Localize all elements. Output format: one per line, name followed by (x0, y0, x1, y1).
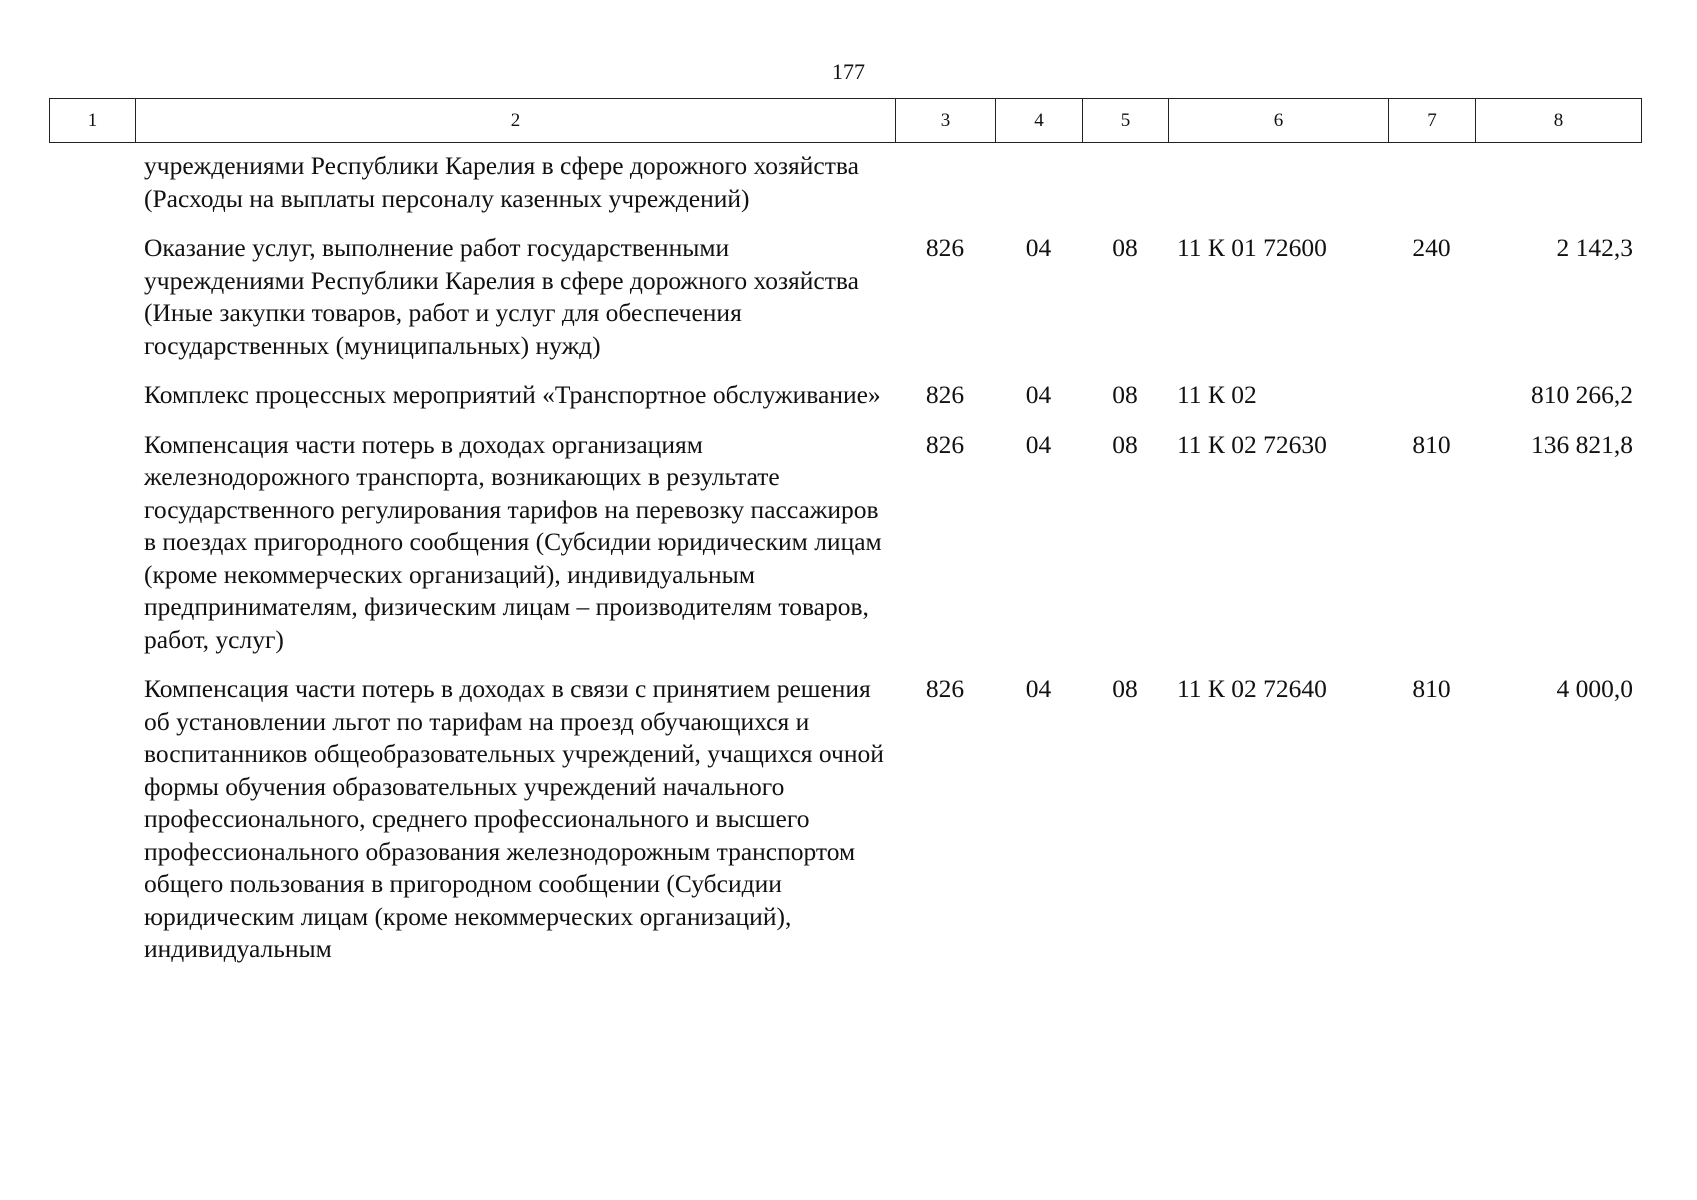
amount-cell: 136 821,8 (1531, 429, 1633, 459)
row-number-cell (49, 150, 135, 232)
section-code-cell: 04 (1025, 380, 1052, 409)
expense-type-cell: 240 (1412, 233, 1451, 262)
column-header-6: 6 (1169, 99, 1389, 143)
column-header-row (50, 99, 1642, 143)
amount-cell: 2 142,3 (1556, 233, 1633, 262)
target-article-cell: 11 К 01 72600 (1177, 233, 1327, 262)
expense-type-cell: 810 (1412, 674, 1451, 703)
column-header-2: 2 (136, 99, 896, 143)
expense-type-cell (1388, 379, 1475, 429)
description-cell: учреждениями Республики Карелия в сфере дорожного хозяйства (Расходы на выплаты персоналу казенных учреждений) (144, 151, 859, 213)
subsection-code-cell: 08 (1112, 233, 1138, 262)
page-number: 177 (832, 59, 865, 84)
description-cell: Оказание услуг, выполнение работ государственными учреждениями Республики Карелия в сфере дорожного хозяйства (Иные закупки товаров, работ и услуг для обеспечения государственных (муниципальных) нужд) (144, 233, 859, 360)
section-code-cell: 04 (1025, 429, 1052, 459)
ministry-code-cell (895, 150, 995, 232)
target-article-cell: 11 К 02 72630 (1177, 429, 1327, 459)
table-row (49, 379, 1641, 429)
description-cell: Компенсация части потерь в доходах в связи с принятием решения об установлении льгот по тарифам на проезд обучающихся и воспитанников общеобразовательных учреждений, учащихся очной формы обучения образовательных учреждений начального профессионального, среднего профессионального и высшего профессионального образования железнодорожным транспортом общего пользования в пригородном сообщении (Субсидии юридическим лицам (кроме некоммерческих организаций), индивидуальным (144, 674, 884, 963)
ministry-code-cell: 826 (925, 233, 965, 262)
row-number-cell (49, 673, 135, 983)
column-header-5: 5 (1083, 99, 1169, 143)
subsection-code-cell: 08 (1112, 674, 1138, 703)
budget-table-body (49, 150, 1641, 983)
subsection-code-cell (1082, 150, 1168, 232)
table-row (49, 673, 1641, 983)
row-number-cell (49, 379, 135, 429)
amount-cell (1475, 150, 1641, 232)
expense-type-cell (1388, 150, 1475, 232)
row-number-cell (49, 429, 135, 674)
column-header-4: 4 (996, 99, 1083, 143)
amount-cell: 4 000,0 (1556, 674, 1633, 703)
section-code-cell: 04 (1025, 674, 1052, 703)
description-cell: Комплекс процессных мероприятий «Транспортное обслуживание» (144, 380, 881, 409)
description-cell: Компенсация части потерь в доходах организациям железнодорожного транспорта, возникающих в результате государственного регулирования тарифов на перевозку пассажиров в поездах пригородного сообщения (Субсидии юридическим лицам (кроме некоммерческих организаций), индивидуальным предпринимателям, физическим лицам – производителям товаров, работ, услуг) (144, 429, 882, 654)
ministry-code-cell: 826 (925, 429, 965, 459)
column-header-7: 7 (1389, 99, 1476, 143)
row-number-cell (49, 232, 135, 379)
subsection-code-cell: 08 (1112, 429, 1138, 459)
target-article-cell: 11 К 02 72640 (1177, 674, 1327, 703)
ministry-code-cell: 826 (925, 674, 965, 703)
table-row (49, 150, 1641, 232)
target-article-cell (1168, 150, 1388, 232)
expense-type-cell: 810 (1412, 429, 1451, 459)
ministry-code-cell: 826 (925, 380, 965, 409)
column-header-table (49, 98, 1642, 143)
section-code-cell: 04 (1025, 233, 1052, 262)
subsection-code-cell: 08 (1112, 380, 1138, 409)
amount-cell: 810 266,2 (1531, 380, 1633, 409)
table-row (49, 429, 1641, 674)
section-code-cell (995, 150, 1082, 232)
column-header-8: 8 (1476, 99, 1642, 143)
target-article-cell: 11 К 02 (1177, 380, 1257, 409)
column-header-1: 1 (50, 99, 136, 143)
table-row (49, 232, 1641, 379)
column-header-3: 3 (896, 99, 996, 143)
